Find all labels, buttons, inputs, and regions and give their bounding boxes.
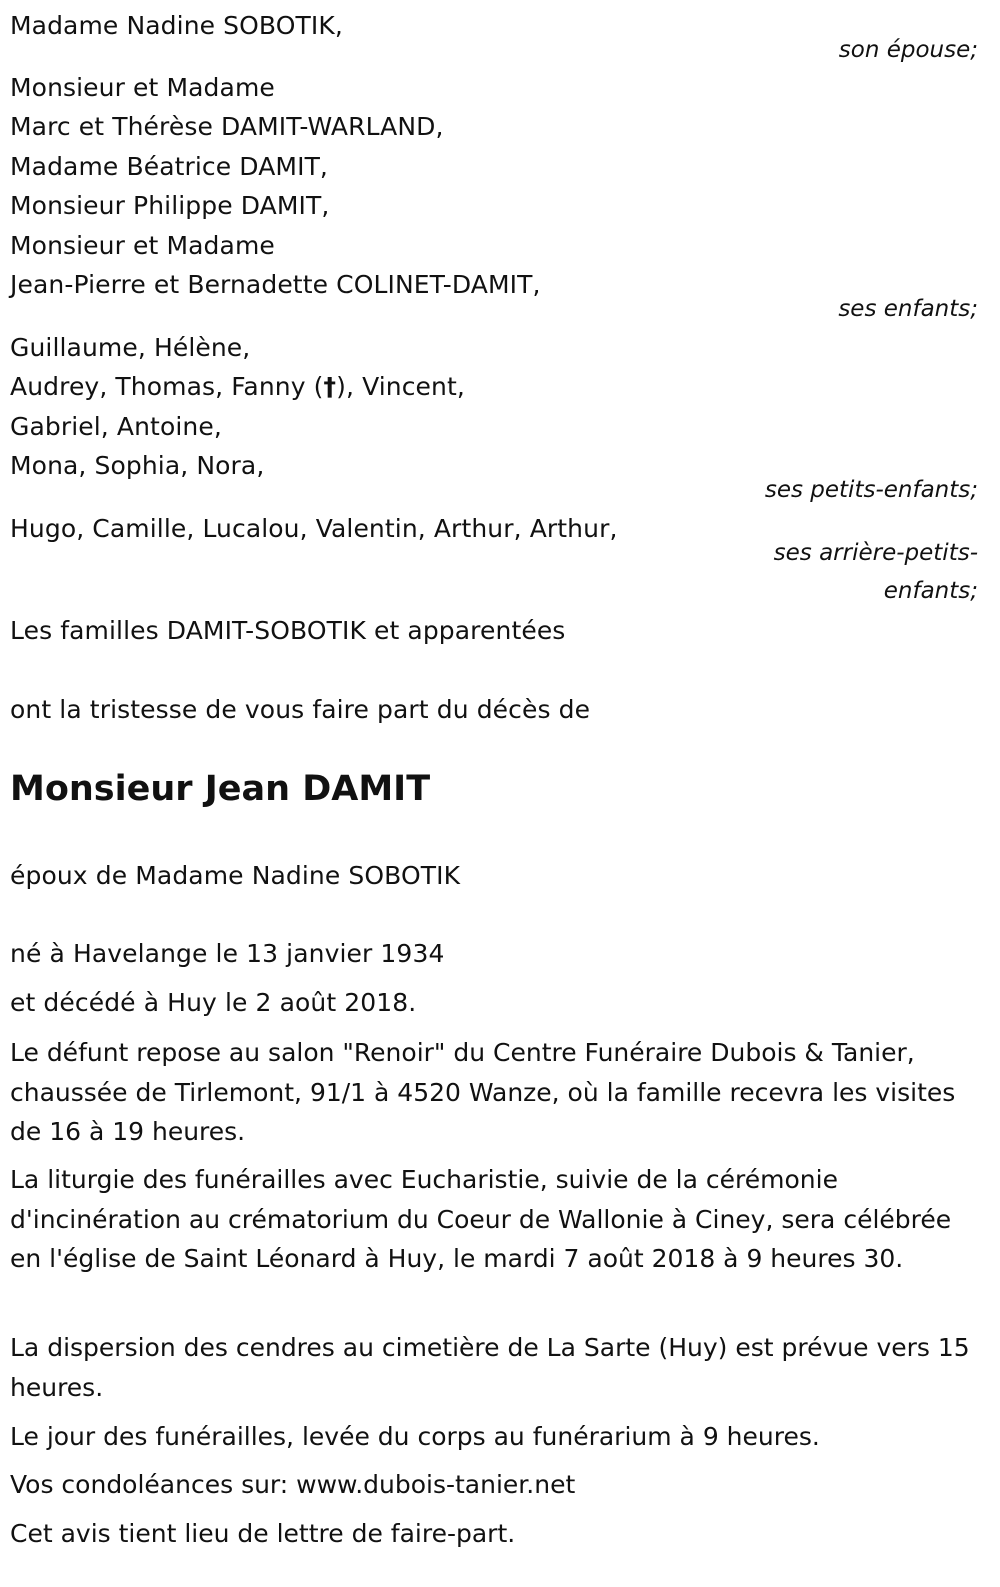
grandchildren-role: ses petits-enfants; [764, 477, 978, 503]
families-line: Les familles DAMIT-SOBOTIK et apparentées [10, 616, 566, 645]
dagger-icon: † [323, 372, 337, 401]
paragraph-liturgy: La liturgie des funérailles avec Eucharistie, suivie de la cérémonie d'incinération au crématorium du Coeur de Wallonie à Ciney, sera célébrée en l'église de Saint Léonard à Huy, le mardi 7 août 2018 à 9 heures 30. [10, 1165, 952, 1274]
deceased-name: Monsieur Jean DAMIT [10, 769, 431, 809]
paragraph-closing: Cet avis tient lieu de lettre de faire-part. [10, 1519, 516, 1548]
grandchild-line-3: Gabriel, Antoine, [10, 412, 222, 441]
spouse-name: Madame Nadine SOBOTIK, [10, 11, 343, 40]
great-grandchildren-role-1: ses arrière-petits- [773, 540, 978, 566]
child-line-4: Monsieur Philippe DAMIT, [10, 191, 330, 220]
child-line-2: Marc et Thérèse DAMIT-WARLAND, [10, 112, 444, 141]
child-line-1: Monsieur et Madame [10, 73, 275, 102]
children-role: ses enfants; [838, 296, 978, 322]
grandchild-line-4: Mona, Sophia, Nora, [10, 451, 265, 480]
child-line-5: Monsieur et Madame [10, 231, 275, 260]
birth-line: né à Havelange le 13 janvier 1934 [10, 939, 445, 968]
announcement-line: ont la tristesse de vous faire part du décès de [10, 695, 591, 724]
great-grandchildren-role-2: enfants; [883, 578, 978, 604]
spouse-of-line: époux de Madame Nadine SOBOTIK [10, 861, 461, 890]
spouse-role: son épouse; [838, 37, 978, 63]
paragraph-condolences: Vos condoléances sur: www.dubois-tanier.net [10, 1470, 576, 1499]
grandchild-line-2 [10, 367, 465, 407]
grandchild-line-2-after: ), Vincent, [336, 372, 465, 401]
paragraph-ashes: La dispersion des cendres au cimetière de La Sarte (Huy) est prévue vers 15 heures. [10, 1333, 970, 1402]
grandchild-line-2-before: Audrey, Thomas, Fanny ( [10, 372, 324, 401]
child-line-6: Jean-Pierre et Bernadette COLINET-DAMIT, [10, 270, 541, 299]
grandchild-line-1: Guillaume, Hélène, [10, 333, 251, 362]
paragraph-funeral-day: Le jour des funérailles, levée du corps au funérarium à 9 heures. [10, 1422, 820, 1451]
child-line-3: Madame Béatrice DAMIT, [10, 152, 328, 181]
great-grandchild-line-1: Hugo, Camille, Lucalou, Valentin, Arthur, Arthur, [10, 514, 618, 543]
paragraph-rest-place: Le défunt repose au salon "Renoir" du Centre Funéraire Dubois & Tanier, chaussée de Tirlemont, 91/1 à 4520 Wanze, où la famille recevra les visites de 16 à 19 heures. [10, 1038, 956, 1147]
death-line: et décédé à Huy le 2 août 2018. [10, 988, 417, 1017]
